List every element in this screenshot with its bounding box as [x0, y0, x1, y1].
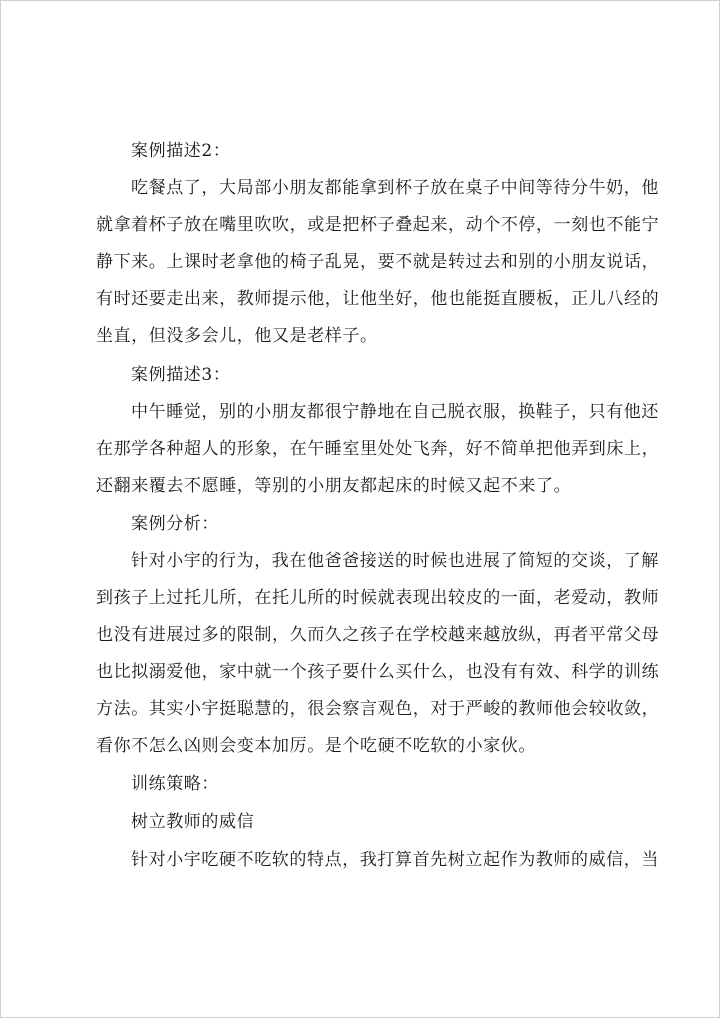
analysis-paragraph-line: 方法。其实小宇挺聪慧的，很会察言观色，对于严峻的教师他会较收敛， — [96, 699, 660, 719]
case2-paragraph-line: 静下来。上课时老拿他的椅子乱晃，要不就是转过去和别的小朋友说话， — [96, 252, 660, 272]
authority-paragraph-line: 针对小宇吃硬不吃软的特点，我打算首先树立起作为教师的威信，当 — [131, 850, 659, 870]
case2-paragraph-line: 有时还要走出来，教师提示他，让他坐好，他也能挺直腰板，正儿八经的 — [96, 289, 660, 309]
strategy-heading: 训练策略： — [131, 774, 219, 794]
case2-paragraph-line: 坐直，但没多会儿，他又是老样子。 — [96, 326, 378, 346]
case2-paragraph-line: 就拿着杯子放在嘴里吹吹，或是把杯子叠起来，动个不停，一刻也不能宁 — [96, 215, 660, 235]
analysis-paragraph-line: 也比拟溺爱他，家中就一个孩子要什么买什么，也没有有效、科学的训练 — [96, 662, 660, 682]
case3-paragraph-line: 还翻来覆去不愿睡，等别的小朋友都起床的时候又起不来了。 — [96, 476, 572, 496]
analysis-paragraph-line: 也没有进展过多的限制，久而久之孩子在学校越来越放纵，再者平常父母 — [96, 625, 660, 645]
analysis-paragraph-line: 到孩子上过托儿所，在托儿所的时候就表现出较皮的一面，老爱动，教师 — [96, 588, 660, 608]
analysis-paragraph-line: 看你不怎么凶则会变本加厉。是个吃硬不吃软的小家伙。 — [96, 736, 536, 756]
case3-heading: 案例描述3： — [131, 365, 231, 385]
analysis-paragraph-line: 针对小宇的行为，我在他爸爸接送的时候也进展了简短的交谈，了解 — [131, 551, 659, 571]
case3-paragraph-line: 中午睡觉，别的小朋友都很宁静地在自己脱衣服，换鞋子，只有他还 — [131, 402, 659, 422]
case3-paragraph-line: 在那学各种超人的形象，在午睡室里处处飞奔，好不简单把他弄到床上， — [96, 439, 660, 459]
case2-paragraph-line: 吃餐点了，大局部小朋友都能拿到杯子放在桌子中间等待分牛奶，他 — [131, 178, 659, 198]
analysis-heading: 案例分析： — [131, 514, 219, 534]
case2-heading: 案例描述2： — [131, 141, 231, 161]
authority-subheading: 树立教师的威信 — [131, 812, 255, 832]
